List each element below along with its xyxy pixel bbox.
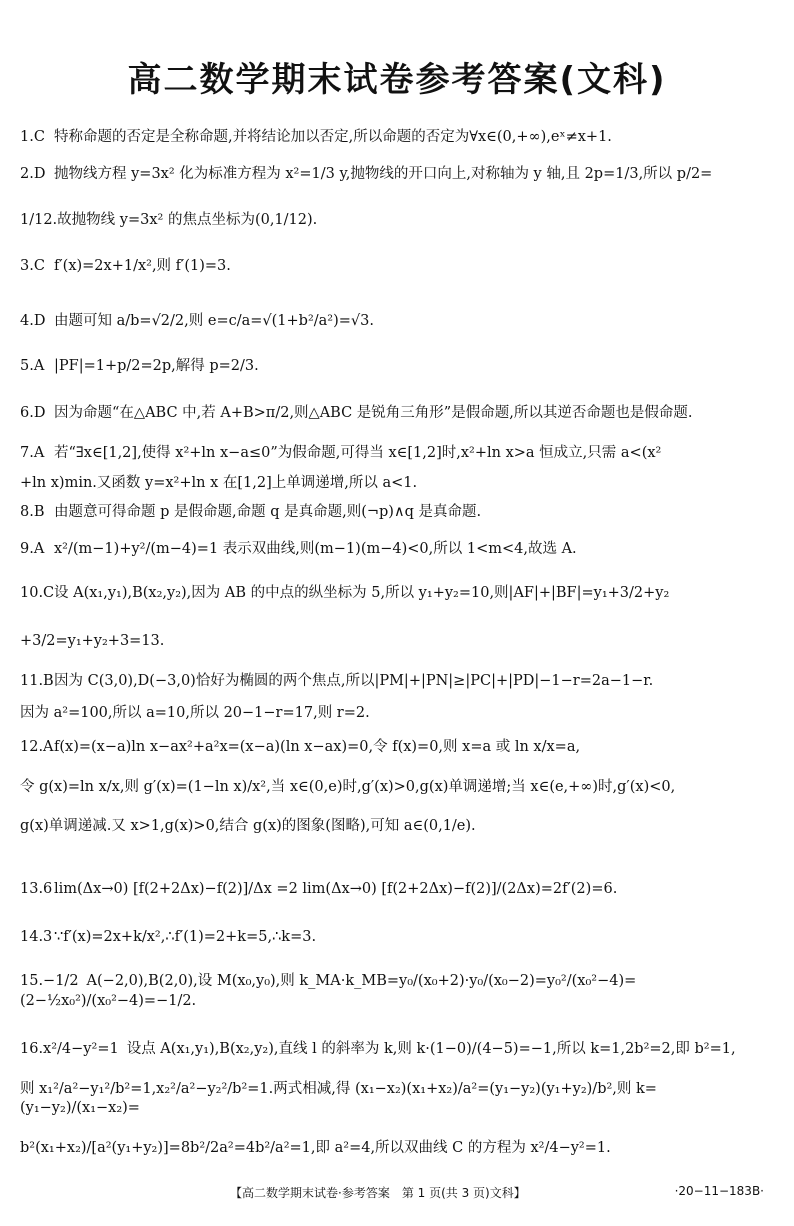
answer-label: 4.D (20, 313, 46, 329)
answer-text: 抛物线方程 y=3x² 化为标准方程为 x²=1/3 y,抛物线的开口向上,对称轴为 y 轴,且 2p=1/3,所以 p/2= (54, 166, 713, 182)
answer-label: 1.C (20, 129, 45, 145)
answer-item-7 (20, 444, 776, 493)
answer-item-11 (20, 672, 776, 723)
answer-item-1 (20, 128, 776, 148)
answer-label: 14.3 (20, 929, 53, 945)
answer-label: 8.B (20, 504, 45, 520)
page-title: 高二数学期末试卷参考答案(文科) (127, 60, 667, 100)
answer-label: 12.A (20, 739, 54, 755)
answer-item-10 (20, 584, 776, 651)
answer-label: 3.C (20, 258, 45, 274)
answer-text: 因为 a²=100,所以 a=10,所以 20−1−r=17,则 r=2. (20, 704, 370, 721)
answer-text: 由题意可得命题 p 是假命题,命题 q 是真命题,则(¬p)∧q 是真命题. (54, 504, 482, 520)
answer-label: 15.−1/2 (20, 973, 79, 989)
answer-text: A(−2,0),B(2,0),设 M(x₀,y₀),则 k_MA·k_MB=y₀/(x₀+2)·y₀/(x₀−2)=y₀²/(x₀²−4)=(2−½x₀²)/(x₀²−4)=−1/2. (20, 973, 637, 1009)
answer-text: 因为命题“在△ABC 中,若 A+B>π/2,则△ABC 是锐角三角形”是假命题,所以其逆否命题也是假命题. (54, 405, 693, 421)
answer-item-13 (20, 880, 776, 900)
answer-item-15 (20, 972, 776, 1011)
answer-text: ∵f′(x)=2x+k/x²,∴f′(1)=2+k=5,∴k=3. (54, 929, 317, 945)
answer-text: +ln x)min.又函数 y=x²+ln x 在[1,2]上单调递增,所以 a<1. (20, 474, 418, 491)
answer-label: 2.D (20, 166, 46, 182)
answer-text: 若“∃x∈[1,2],使得 x²+ln x−a≤0”为假命题,可得当 x∈[1,2]时,x²+ln x>a 恒成立,只需 a<(x² (54, 445, 662, 461)
answer-item-4 (20, 312, 776, 332)
answer-text: +3/2=y₁+y₂+3=13. (20, 632, 165, 649)
answer-item-16 (20, 1040, 776, 1158)
answer-text: 设 A(x₁,y₁),B(x₂,y₂),因为 AB 的中点的纵坐标为 5,所以 y₁+y₂=10,则|AF|+|BF|=y₁+3/2+y₂ (54, 585, 670, 601)
footer-page-info: 【高二数学期末试卷·参考答案 第 1 页(共 3 页)文科】 (230, 1186, 526, 1200)
answer-text: b²(x₁+x₂)/[a²(y₁+y₂)]=8b²/2a²=4b²/a²=1,即 a²=4,所以双曲线 C 的方程为 x²/4−y²=1. (20, 1139, 611, 1156)
answer-text: 设点 A(x₁,y₁),B(x₂,y₂),直线 l 的斜率为 k,则 k·(1−0)/(4−5)=−1,所以 k=1,2b²=2,即 b²=1, (126, 1041, 736, 1057)
footer-code: ·20−11−183B· (674, 1184, 764, 1198)
answer-text: 特称命题的否定是全称命题,并将结论加以否定,所以命题的否定为∀x∈(0,+∞),eˣ≠x+1. (54, 129, 612, 145)
answer-item-14 (20, 928, 776, 948)
answer-label: 7.A (20, 445, 45, 461)
answer-label: 6.D (20, 405, 46, 421)
answer-text: f(x)=(x−a)ln x−ax²+a²x=(x−a)(ln x−ax)=0,令 f(x)=0,则 x=a 或 ln x/x=a, (54, 739, 581, 755)
answer-item-8 (20, 503, 776, 523)
answer-text: x²/(m−1)+y²/(m−4)=1 表示双曲线,则(m−1)(m−4)<0,所以 1<m<4,故选 A. (54, 541, 577, 557)
answer-label: 16.x²/4−y²=1 (20, 1041, 119, 1057)
answer-text: 1/12.故抛物线 y=3x² 的焦点坐标为(0,1/12). (20, 211, 318, 228)
answer-label: 13.6 (20, 881, 53, 897)
answer-text: 令 g(x)=ln x/x,则 g′(x)=(1−ln x)/x²,当 x∈(0,e)时,g′(x)>0,g(x)单调递增;当 x∈(e,+∞)时,g′(x)<0, (20, 778, 676, 795)
answer-text: 因为 C(3,0),D(−3,0)恰好为椭圆的两个焦点,所以|PM|+|PN|≥|PC|+|PD|−1−r=2a−1−r. (54, 673, 654, 689)
answer-item-9 (20, 540, 776, 560)
answer-text: lim(Δx→0) [f(2+2Δx)−f(2)]/Δx =2 lim(Δx→0) [f(2+2Δx)−f(2)]/(2Δx)=2f′(2)=6. (54, 881, 618, 897)
answer-text: g(x)单调递减.又 x>1,g(x)>0,结合 g(x)的图象(图略),可知 a∈(0,1/e). (20, 818, 476, 835)
answer-label: 10.C (20, 585, 55, 601)
answer-label: 11.B (20, 673, 54, 689)
answer-item-6 (20, 404, 776, 424)
answer-item-12 (20, 738, 776, 837)
answer-label: 5.A (20, 358, 45, 374)
answer-item-2 (20, 165, 776, 230)
answer-item-3 (20, 257, 776, 277)
answer-text: 由题可知 a/b=√2/2,则 e=c/a=√(1+b²/a²)=√3. (54, 313, 374, 329)
answer-item-5 (20, 357, 776, 377)
answer-text: 则 x₁²/a²−y₁²/b²=1,x₂²/a²−y₂²/b²=1.两式相减,得 (x₁−x₂)(x₁+x₂)/a²=(y₁−y₂)(y₁+y₂)/b²,则 k=(y₁−y₂)/(x₁−x₂)= (20, 1080, 657, 1117)
answer-text: f′(x)=2x+1/x²,则 f′(1)=3. (54, 258, 231, 274)
answer-label: 9.A (20, 541, 45, 557)
answer-text: |PF|=1+p/2=2p,解得 p=2/3. (54, 358, 259, 374)
